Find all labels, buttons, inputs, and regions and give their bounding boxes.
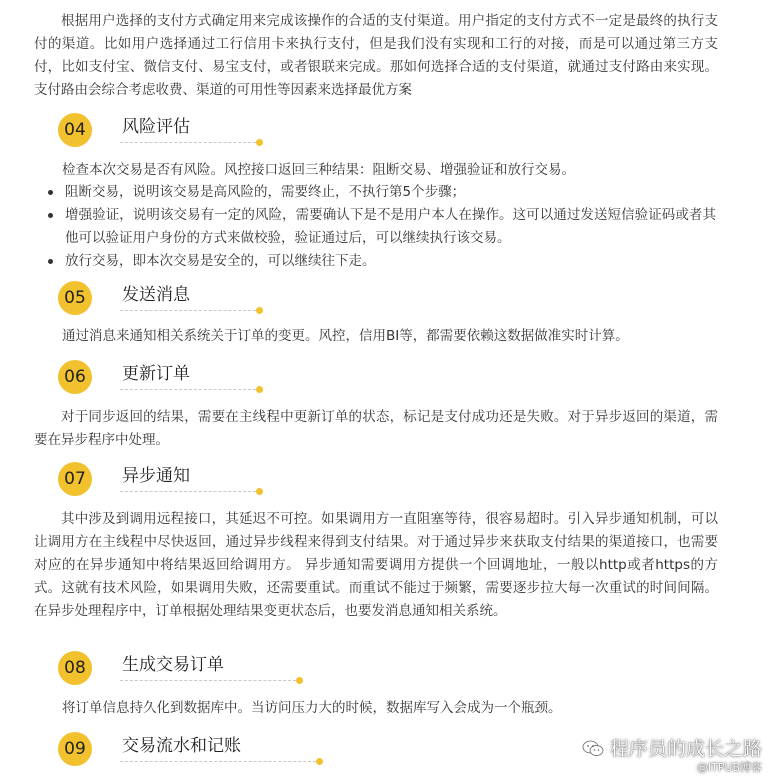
section-number-badge: 08 xyxy=(58,651,92,685)
section-title: 风险评估 xyxy=(122,117,190,137)
title-underline xyxy=(120,680,296,681)
section-title: 异步通知 xyxy=(122,466,190,486)
section-05-paragraph: 通过消息来通知相关系统关于订单的变更。风控，信用BI等，都需要依赖这数据做准实时计算。 xyxy=(62,328,629,344)
watermark xyxy=(582,737,762,775)
title-underline xyxy=(120,491,256,492)
title-underline-dot xyxy=(316,758,323,765)
title-underline xyxy=(120,389,256,390)
section-title: 生成交易订单 xyxy=(122,655,224,675)
section-title: 更新订单 xyxy=(122,364,190,384)
section-heading-06 xyxy=(58,360,318,394)
section-heading-09 xyxy=(58,732,318,766)
risk-result-list xyxy=(48,181,716,273)
section-06-paragraph: 对于同步返回的结果，需要在主线程中更新订单的状态，标记是支付成功还是失败。对于异步返回的渠道，需要在异步程序中处理。 xyxy=(34,409,718,448)
title-underline xyxy=(120,310,256,311)
title-underline-dot xyxy=(256,307,263,314)
title-underline-dot xyxy=(256,386,263,393)
list-item: 增强验证，说明该交易有一定的风险，需要确认下是不是用户本人在操作。这可以通过发送短信验证码或者其他可以验证用户身份的方式来做校验，验证通过后，可以继续执行该交易。 xyxy=(48,204,716,250)
section-04-paragraph: 检查本次交易是否有风险。风控接口返回三种结果：阻断交易、增强验证和放行交易。 xyxy=(62,162,575,178)
section-07-paragraph: 其中涉及到调用远程接口，其延迟不可控。如果调用方一直阻塞等待，很容易超时。引入异步通知机制，可以让调用方在主线程中尽快返回，通过异步线程来得到支付结果。对于通过异步来获取支付结果的渠道接口，也需要对应的在异步通知中将结果返回给调用方。 异步通知需要调用方提供一个回调地址，一般以http或者https的方式。这就有技术风险，如果调用失败，还需要重试。而重试不能过于频繁，需要逐步拉大每一次重试的时间间隔。 在异步处理程序中，订单根据处理结果变更状态后，也要发消息通知相关系统。 xyxy=(34,511,718,619)
list-item: 放行交易，即本次交易是安全的，可以继续往下走。 xyxy=(48,250,716,273)
list-item: 阻断交易，说明该交易是高风险的，需要终止，不执行第5个步骤； xyxy=(48,181,716,204)
section-number-badge: 06 xyxy=(58,360,92,394)
section-number-badge: 09 xyxy=(58,732,92,766)
title-underline xyxy=(120,761,316,762)
section-heading-07 xyxy=(58,462,318,496)
title-underline-dot xyxy=(296,677,303,684)
title-underline-dot xyxy=(256,139,263,146)
section-heading-08 xyxy=(58,651,318,685)
section-number-badge: 05 xyxy=(58,281,92,315)
watermark-site: @ITPUB博客 xyxy=(696,761,762,774)
watermark-name: 程序员的成长之路 xyxy=(609,738,762,760)
section-number-badge: 04 xyxy=(58,113,92,147)
title-underline xyxy=(120,142,256,143)
section-heading-05 xyxy=(58,281,318,315)
wechat-icon xyxy=(582,740,604,757)
section-title: 发送消息 xyxy=(122,285,190,305)
section-heading-04 xyxy=(58,113,318,147)
section-title: 交易流水和记账 xyxy=(122,736,241,756)
title-underline-dot xyxy=(256,488,263,495)
watermark-account xyxy=(582,737,762,761)
section-number-badge: 07 xyxy=(58,462,92,496)
intro-paragraph: 根据用户选择的支付方式确定用来完成该操作的合适的支付渠道。用户指定的支付方式不一定是最终的执行支付的渠道。比如用户选择通过工行信用卡来执行支付，但是我们没有实现和工行的对接，而是可以通过第三方支付，比如支付宝、微信支付、易宝支付，或者银联来完成。那如何选择合适的支付渠道，就通过支付路由来实现。支付路由会综合考虑收费、渠道的可用性等因素来选择最优方案 xyxy=(34,13,718,98)
section-08-paragraph: 将订单信息持久化到数据库中。当访问压力大的时候，数据库写入会成为一个瓶颈。 xyxy=(62,700,562,716)
